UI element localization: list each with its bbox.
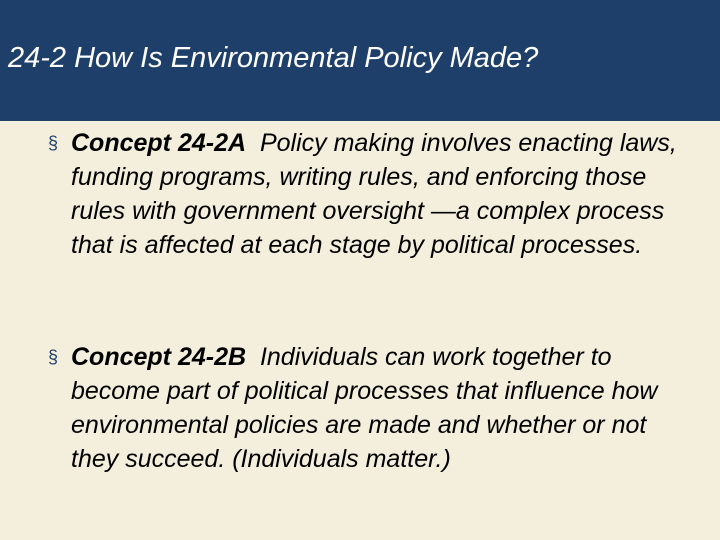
concept-label: Concept 24-2B <box>71 343 247 371</box>
concept-label: Concept 24-2A <box>71 129 247 157</box>
concept-description: Policy making involves enacting laws, funding programs, writing rules, and enforcing those rules with government oversight —a complex process that is affected at each stage by political processes. <box>71 129 677 259</box>
concept-description: Individuals can work together to become part of political processes that influence how environmental policies are made and whether or not they succeed. (Individuals matter.) <box>71 343 658 473</box>
slide-title: 24-2 How Is Environmental Policy Made? <box>8 42 539 74</box>
concept-text <box>71 126 686 262</box>
section-bullet-icon: § <box>48 133 59 153</box>
title-bar <box>0 0 720 121</box>
section-bullet-icon: § <box>48 347 59 367</box>
concept-text <box>71 340 686 476</box>
